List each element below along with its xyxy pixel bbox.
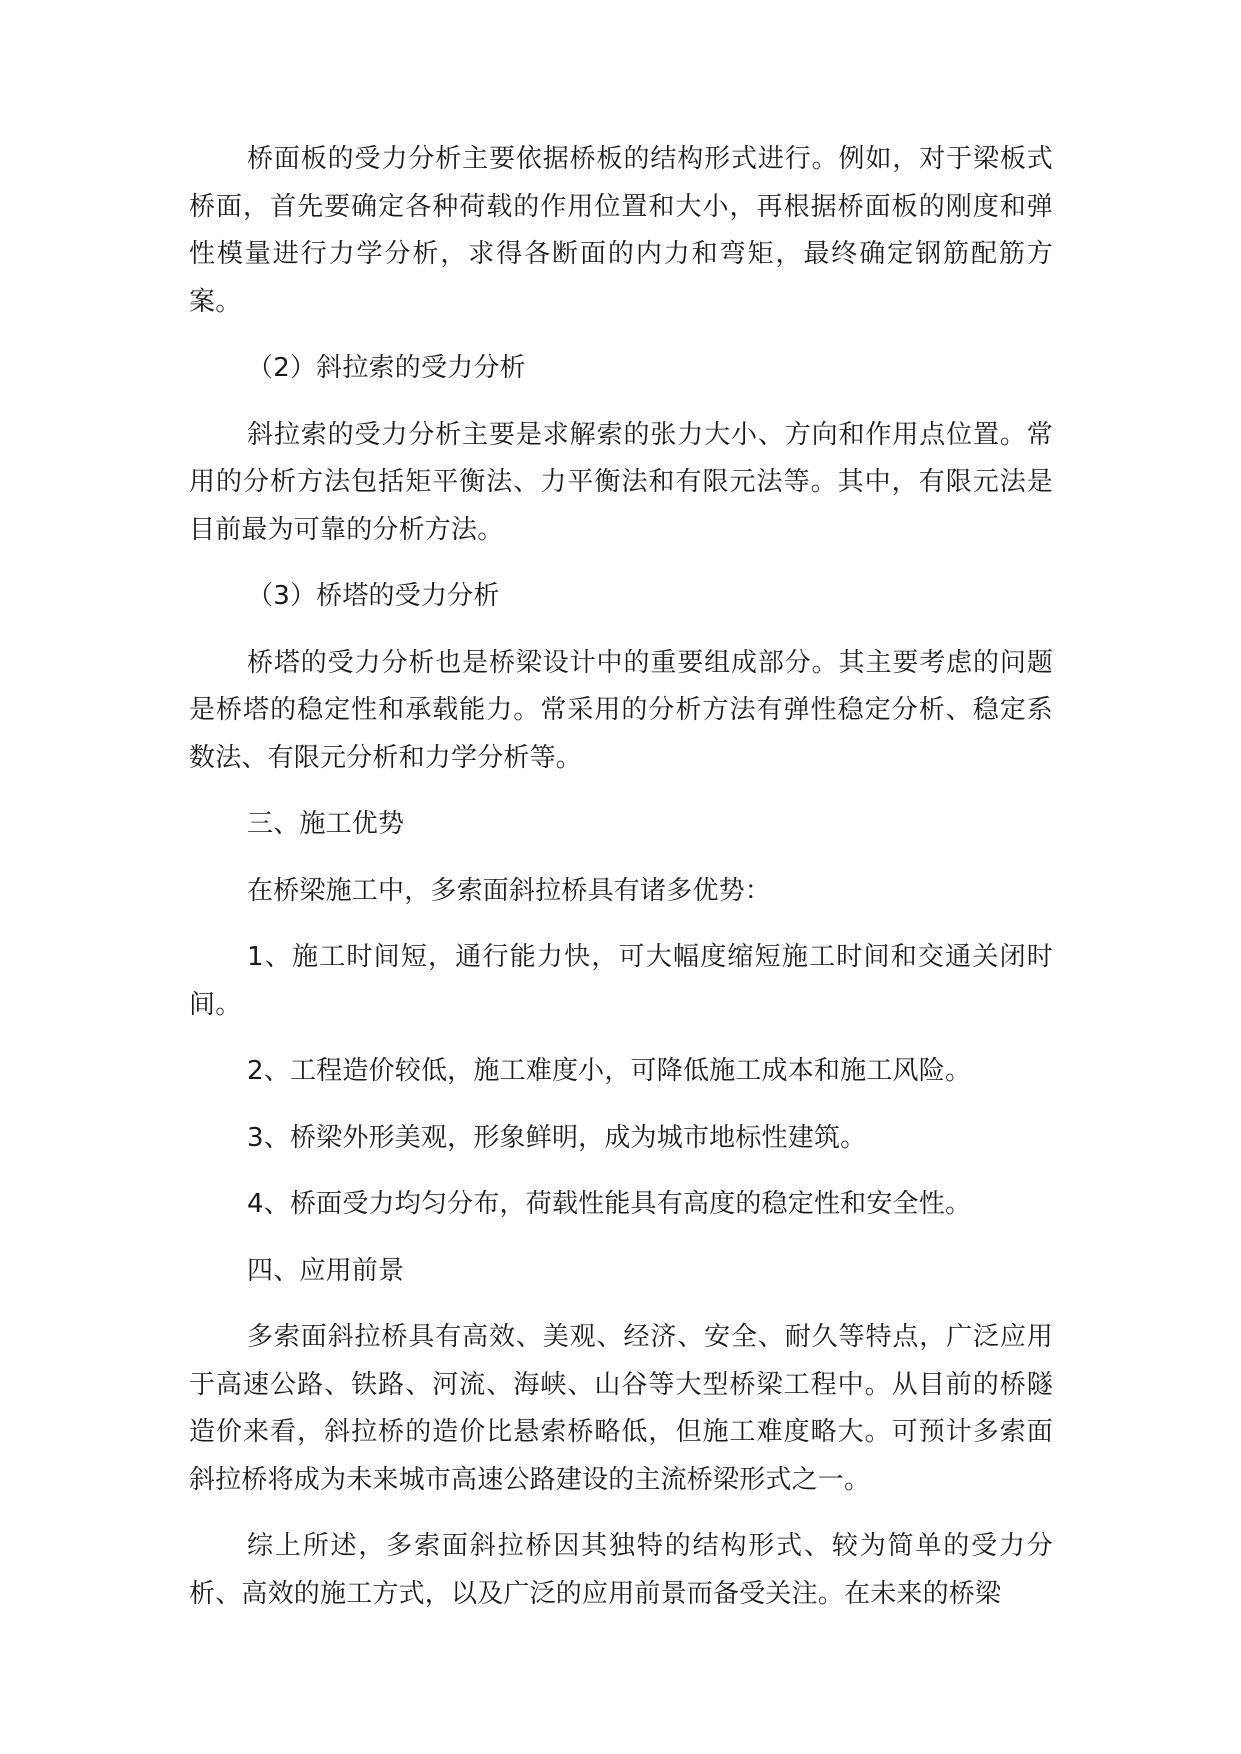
paragraph-tower-analysis: 桥塔的受力分析也是桥梁设计中的重要组成部分。其主要考虑的问题是桥塔的稳定性和承载能力。常采用的分析方法有弹性稳定分析、稳定系数法、有限元分析和力学分析等。 xyxy=(189,647,1053,773)
heading-application-prospects: 四、应用前景 xyxy=(247,1255,405,1286)
heading-cable-analysis: （2）斜拉索的受力分析 xyxy=(247,353,526,383)
paragraph-advantages-intro: 在桥梁施工中，多索面斜拉桥具有诸多优势： xyxy=(247,875,772,906)
list-item-advantage-2: 2、工程造价较低，施工难度小，可降低施工成本和施工风险。 xyxy=(247,1056,972,1086)
list-item-advantage-3: 3、桥梁外形美观，形象鲜明，成为城市地标性建筑。 xyxy=(247,1122,867,1153)
list-item-advantage-1: 1、施工时间短，通行能力快，可大幅度缩短施工时间和交通关闭时间。 xyxy=(189,942,1053,1020)
paragraph-conclusion: 综上所述，多索面斜拉桥因其独特的结构形式、较为简单的受力分析、高效的施工方式，以及广泛的应用前景而备受关注。在未来的桥梁 xyxy=(189,1531,1053,1609)
paragraph-deck-analysis: 桥面板的受力分析主要依据桥板的结构形式进行。例如，对于梁板式桥面，首先要确定各种荷载的作用位置和大小，再根据桥面板的刚度和弹性模量进行力学分析，求得各断面的内力和弯矩，最终确定钢筋配筋方案。 xyxy=(189,144,1053,317)
list-item-advantage-4: 4、桥面受力均匀分布，荷载性能具有高度的稳定性和安全性。 xyxy=(247,1189,972,1219)
paragraph-application-prospects: 多索面斜拉桥具有高效、美观、经济、安全、耐久等特点，广泛应用于高速公路、铁路、河流、海峡、山谷等大型桥梁工程中。从目前的桥隧造价来看，斜拉桥的造价比悬索桥略低，但施工难度略大。可预计多索面斜拉桥将成为未来城市高速公路建设的主流桥梁形式之一。 xyxy=(189,1322,1053,1495)
paragraph-cable-analysis: 斜拉索的受力分析主要是求解索的张力大小、方向和作用点位置。常用的分析方法包括矩平衡法、力平衡法和有限元法等。其中，有限元法是目前最为可靠的分析方法。 xyxy=(189,419,1053,545)
document-body xyxy=(189,136,1053,1637)
heading-tower-analysis: （3）桥塔的受力分析 xyxy=(247,581,500,611)
heading-construction-advantages: 三、施工优势 xyxy=(247,809,405,839)
